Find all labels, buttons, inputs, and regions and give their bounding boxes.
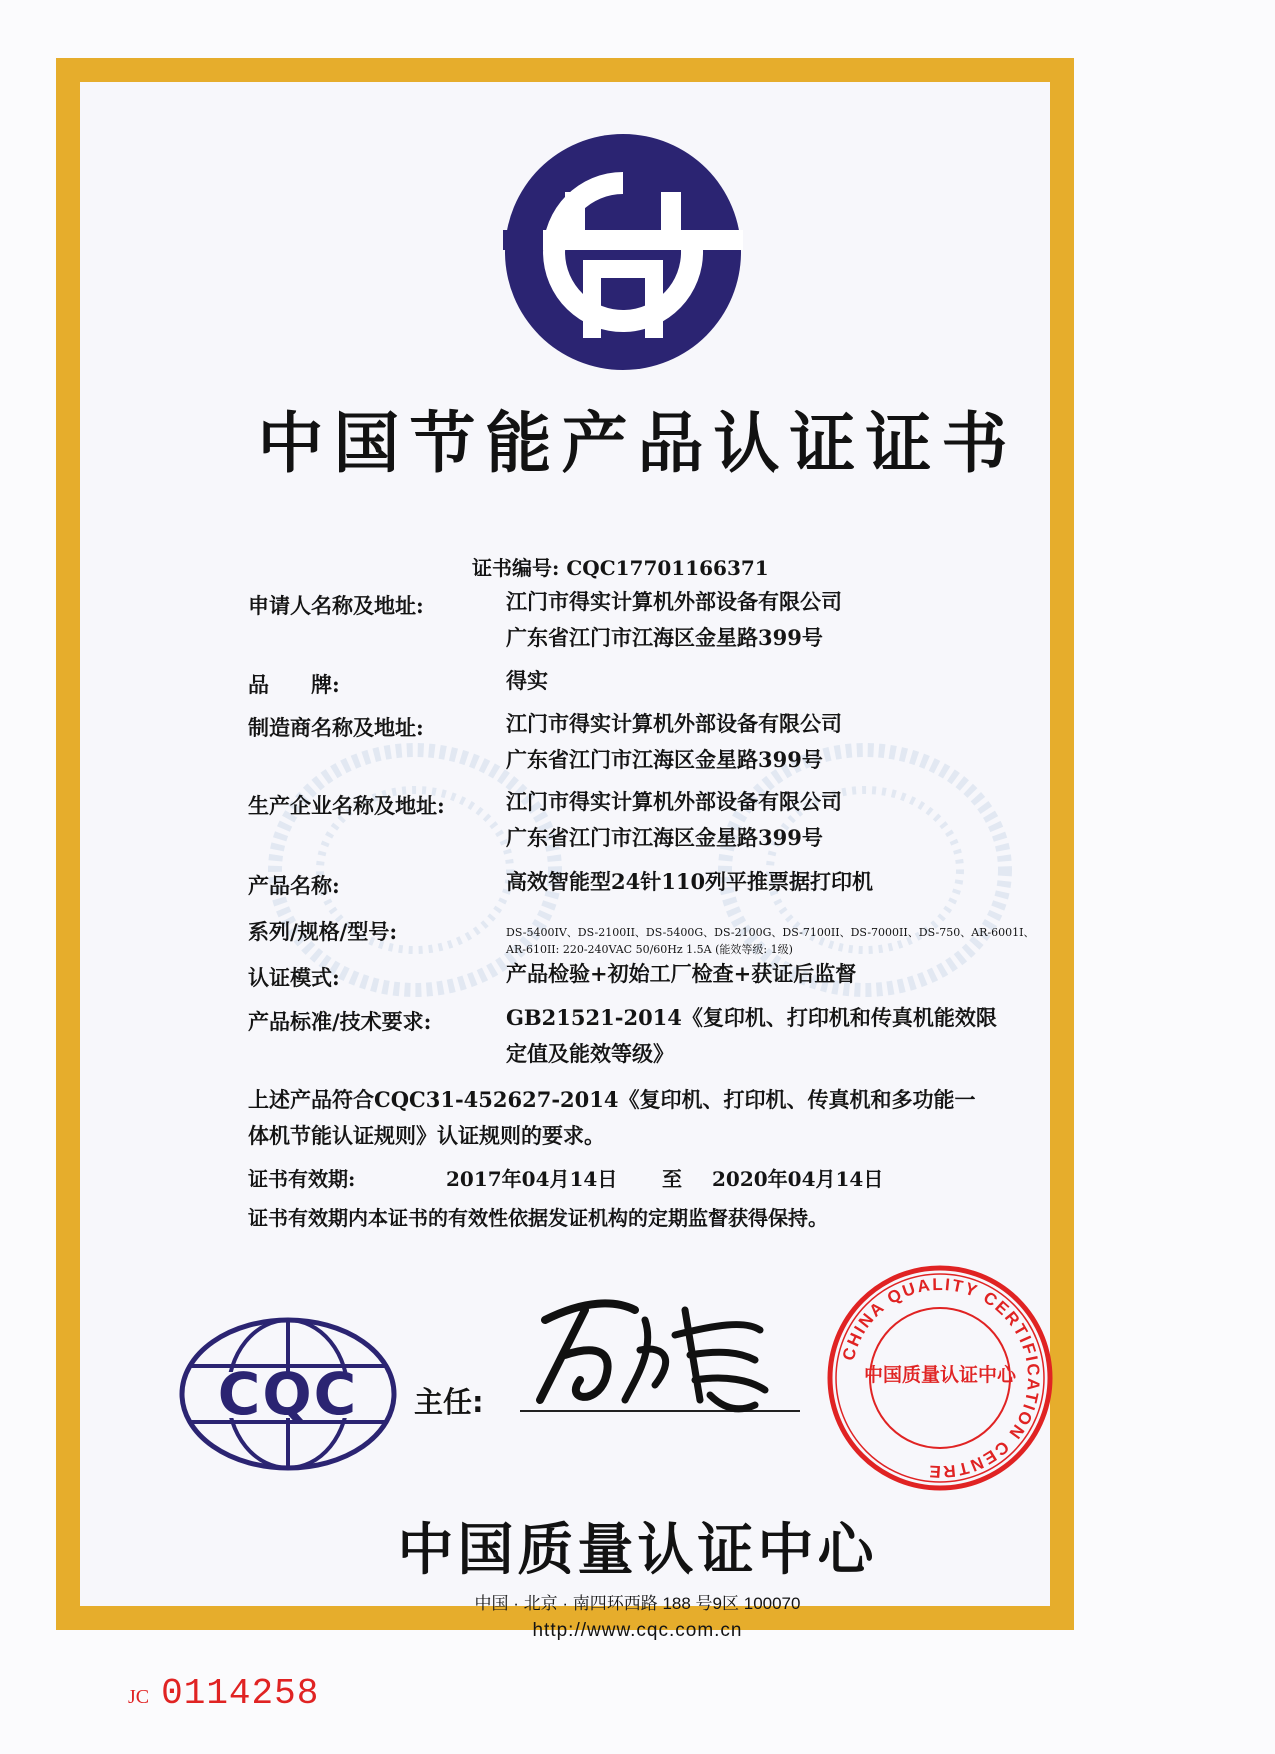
issuer-name: 中国质量认证中心 [397,1518,878,1583]
energy-saving-logo-icon [503,132,743,372]
validity-to-word: 至 [662,1167,682,1191]
validity-from: 2017年04月14日 [446,1167,618,1191]
director-label: 主任: [414,1385,484,1419]
svg-text:中国质量认证中心: 中国质量认证中心 [863,1364,1017,1386]
validity-to: 2020年04月14日 [712,1167,884,1191]
conformity-statement: 上述产品符合CQC31-452627-2014《复印机、打印机、传真机和多功能一 体机节能认证规则》认证规则的要求。 [248,1087,976,1148]
validity-label: 证书有效期: [248,1167,356,1191]
certificate-title: 中国节能产品认证证书 [257,405,1018,482]
certification-seal-stamp [825,1263,1055,1497]
maintenance-note: 证书有效期内本证书的有效性依据发证机构的定期监督获得保持。 [248,1206,828,1230]
director-signature [525,1290,775,1420]
issuer-website-link[interactable]: http://www.cqc.com.cn [532,1620,743,1641]
certificate-number: 证书编号: CQC17701166371 [472,556,769,580]
serial-number: JC 0114258 [128,1673,320,1714]
issuer-address: 中国 · 北京 · 南四环西路 188 号9区 100070 [474,1594,801,1613]
svg-text:CHINA QUALITY CERTIFICATION CE: CHINA QUALITY CERTIFICATION CENTRE [838,1274,1044,1482]
cqc-logo-icon: CQC [178,1316,398,1476]
